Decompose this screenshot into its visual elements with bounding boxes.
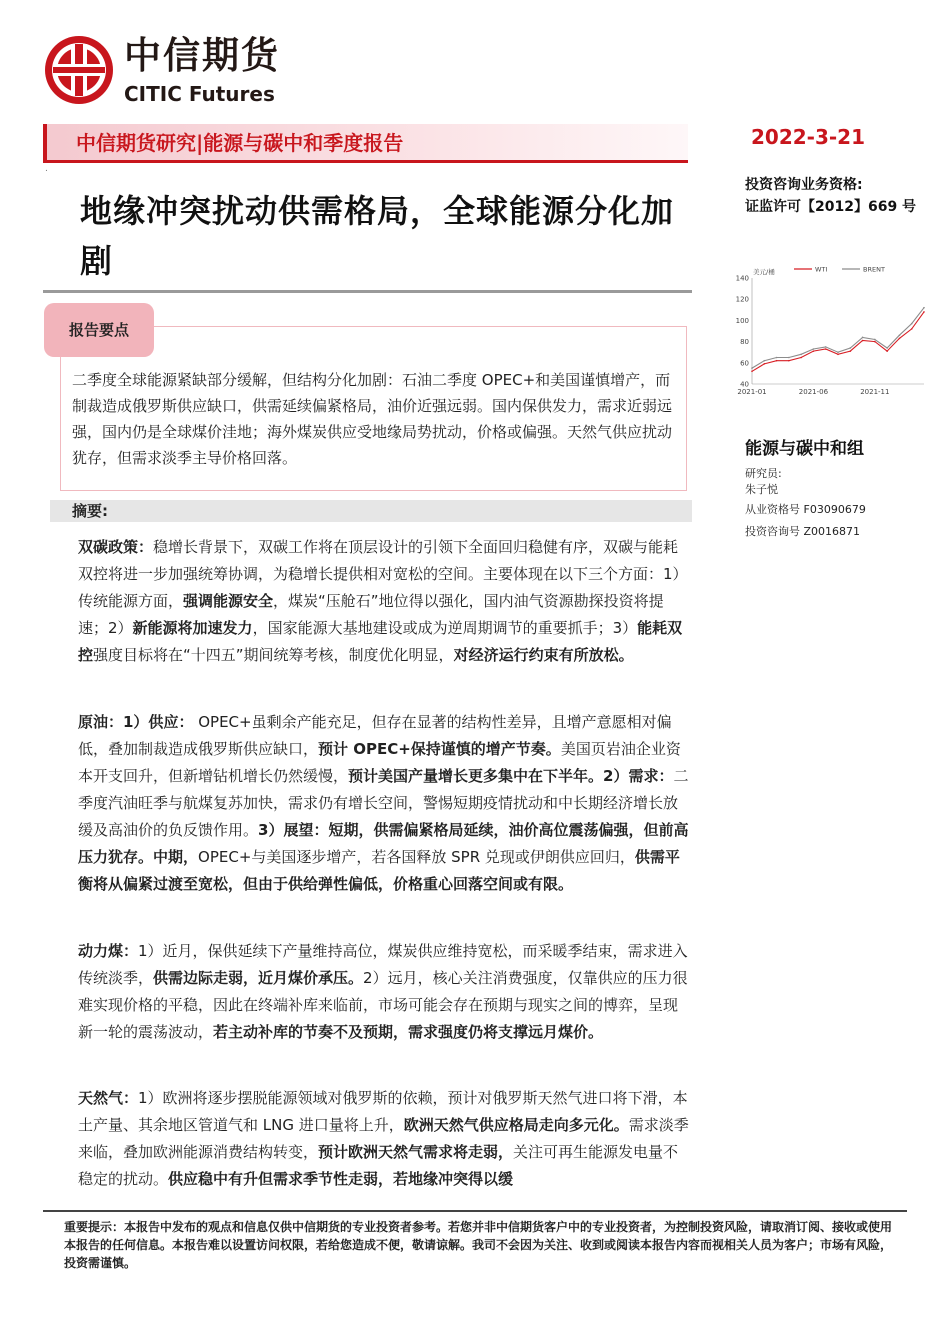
chart-y-tick-label: 120 <box>735 295 749 304</box>
chart-point-wti <box>886 350 888 352</box>
series-banner-underline <box>43 160 688 163</box>
chart-y-tick-label: 40 <box>740 380 749 389</box>
summary-text-segment: 对经济运行约束有所放松。 <box>453 646 634 664</box>
researcher-label: 研究员: <box>745 467 782 480</box>
summary-text-segment: 若主动补库的节奏不及预期，需求强度仍将支撑远月煤价。 <box>213 1023 604 1041</box>
chart-point-brent <box>825 346 827 348</box>
summary-text-segment: ，煤炭“压舱石”地位得以强化，国内油气资源勘探投资将提速；2） <box>78 592 664 637</box>
summary-paragraph-carbon <box>78 534 690 669</box>
summary-label: 摘要: <box>72 502 108 520</box>
chart-point-brent <box>874 339 876 341</box>
summary-text-segment: 3）展望：短期，供需偏紧格局延续，油价高位震荡偏强，但前高压力犹存。中期， <box>78 821 689 866</box>
qualification-value: 证监许可【2012】669 号 <box>745 199 917 215</box>
summary-text-segment: 预计 OPEC+保持谨慎的增产节奏。 <box>318 740 561 758</box>
citic-logo-icon <box>43 34 115 106</box>
summary-text-segment: 预计欧洲天然气需求将走弱， <box>318 1143 514 1161</box>
brand-name-cn: 中信期货 <box>124 34 280 77</box>
chart-point-brent <box>862 337 864 339</box>
summary-text-segment: 1）欧洲将逐步摆脱能源领域对俄罗斯的依赖，预计对俄罗斯天然气进口将下滑，本土产量、其余地区管道气和 LNG 进口量将上升， <box>78 1089 688 1134</box>
summary-paragraph-coal <box>78 938 690 1046</box>
summary-text-segment: 原油：1）供应： <box>78 713 194 731</box>
chart-point-brent <box>837 351 839 353</box>
chart-point-wti <box>800 357 802 359</box>
chart-point-wti <box>763 363 765 365</box>
key-points-body: 二季度全球能源紧缺部分缓解，但结构分化加剧：石油二季度 OPEC+和美国谨慎增产，而制裁造成俄罗斯供应缺口，供需延续偏紧格局，油价近强远弱。国内保供发力，需求近弱远强，国内仍是全球煤价洼地；海外煤炭供应受地缘局势扰动，价格或偏强。天然气供应扰动犹存，但需求淡季主导价格回落。 <box>72 371 673 467</box>
summary-text-segment: 1）近月，保供延续下产量维持高位，煤炭供应维持宽松，而采暖季结束，需求进入传统淡季， <box>78 942 688 987</box>
chart-y-tick-label: 80 <box>740 338 749 347</box>
chart-point-wti <box>813 350 815 352</box>
summary-text-segment: 强调能源安全 <box>183 592 274 610</box>
summary-text-segment: 能耗双控 <box>78 619 683 664</box>
chart-point-brent <box>763 360 765 362</box>
headline-divider <box>43 290 692 293</box>
summary-text-segment: 动力煤： <box>78 942 139 960</box>
chart-y-tick-label: 100 <box>735 316 749 325</box>
summary-text-segment: OPEC+与美国逐步增产，若各国释放 SPR 兑现或伊朗供应回归， <box>198 848 635 866</box>
oil-price-chart <box>728 262 928 404</box>
summary-text-segment: 强度目标将在“十四五”期间统筹考核，制度优化明显， <box>93 646 454 664</box>
summary-text-segment: 预计美国产量增长更多集中在下半年。2）需求： <box>348 767 674 785</box>
chart-point-brent <box>923 307 925 309</box>
chart-legend-label: BRENT <box>863 265 885 274</box>
chart-point-brent <box>911 323 913 325</box>
footer-divider <box>43 1210 907 1212</box>
chart-point-brent <box>751 367 753 369</box>
team-name: 能源与碳中和组 <box>745 439 864 459</box>
brand-name-en: CITIC Futures <box>124 82 275 106</box>
qualification-label: 投资咨询业务资格: <box>745 177 863 193</box>
summary-text-segment: 稳增长背景下，双碳工作将在顶层设计的引领下全面回归稳健有序，双碳与能耗双控将进一步加强统筹协调，为稳增长提供相对宽松的空间。主要体现在以下三个方面：1）传统能源方面， <box>78 538 688 610</box>
summary-text-segment: 欧洲天然气供应格局走向多元化。 <box>403 1116 629 1134</box>
chart-point-wti <box>776 360 778 362</box>
chart-legend-label: WTI <box>815 265 828 274</box>
summary-text-segment: 双碳政策： <box>78 538 154 556</box>
key-points-title: 报告要点 <box>68 321 129 339</box>
summary-text-segment: OPEC+虽剩余产能充足，但存在显著的结构性差异，且增产意愿相对偏低，叠加制裁造成俄罗斯供应缺口， <box>78 713 672 758</box>
chart-point-wti <box>862 340 864 342</box>
chart-point-wti <box>849 350 851 352</box>
chart-point-brent <box>788 357 790 359</box>
chart-point-wti <box>837 354 839 356</box>
summary-paragraph-crude <box>78 709 690 898</box>
chart-point-brent <box>813 348 815 350</box>
summary-header-bar <box>50 500 692 522</box>
summary-text-segment: 供应稳中有升但需求季节性走弱，若地缘冲突得以缓 <box>168 1170 514 1188</box>
summary-text-segment: 供需边际走弱，近月煤价承压。 <box>153 969 364 987</box>
chart-point-wti <box>923 311 925 313</box>
summary-text-segment: 美国页岩油企业资本开支回升，但新增钻机增长仍然缓慢， <box>78 740 681 785</box>
chart-x-tick-label: 2021-06 <box>798 388 829 396</box>
chart-point-brent <box>849 347 851 349</box>
summary-text-segment: 新能源将加速发力 <box>132 619 253 637</box>
summary-paragraph-gas <box>78 1085 690 1193</box>
chart-point-wti <box>788 360 790 362</box>
disclaimer: 重要提示：本报告中发布的观点和信息仅供中信期货的专业投资者参考。若您并非中信期货客户中的专业投资者，为控制投资风险，请取消订阅、接收或使用本报告的任何信息。本报告难以设置访问权限，若给您造成不便，敬请谅解。我司不会因为关注、收到或阅读本报告内容而视相关人员为客户；市场有风险，投资需谨慎。 <box>64 1220 893 1270</box>
summary-text-segment: 2）远月，核心关注消费强度，仅靠供应的压力很难实现价格的平稳，因此在终端补库来临前，市场可能会存在预期与现实之间的博弈，呈现新一轮的震荡波动， <box>78 969 688 1041</box>
series-banner-accent <box>43 124 47 162</box>
summary-text-segment: 供需平衡将从偏紧过渡至宽松，但由于供给弹性偏低，价格重心回落空间或有限。 <box>78 848 680 893</box>
chart-x-tick-label: 2021-01 <box>737 388 767 396</box>
summary-text-segment: 需求淡季来临，叠加欧洲能源消费结构转变， <box>78 1116 689 1161</box>
chart-y-tick-label: 60 <box>740 359 749 368</box>
chart-y-tick-label: 140 <box>735 274 749 283</box>
chart-point-brent <box>899 334 901 336</box>
chart-point-brent <box>776 357 778 359</box>
summary-text-segment: 二季度汽油旺季与航煤复苏加快，需求仍有增长空间，警惕短期疫情扰动和中长期经济增长放缓及高油价的负反馈作用。 <box>78 767 689 839</box>
chart-point-wti <box>874 341 876 343</box>
chart-point-brent <box>800 354 802 356</box>
series-title: 中信期货研究|能源与碳中和季度报告 <box>76 131 404 155</box>
chart-point-wti <box>911 328 913 330</box>
chart-point-brent <box>886 347 888 349</box>
license-practice: 从业资格号 F03090679 <box>745 503 866 516</box>
page-tick: . <box>45 164 48 174</box>
researcher-name: 朱子悦 <box>745 483 778 496</box>
summary-text-segment: ，国家能源大基地建设或成为逆周期调节的重要抓手；3） <box>252 619 638 637</box>
summary-text-segment: 天然气： <box>78 1089 139 1107</box>
chart-series-wti <box>752 312 924 371</box>
chart-point-wti <box>899 338 901 340</box>
page-title: 地缘冲突扰动供需格局，全球能源分化加剧 <box>80 192 675 280</box>
chart-x-tick-label: 2021-11 <box>860 388 890 396</box>
report-date: 2022-3-21 <box>751 125 866 149</box>
summary-text-segment: 关注可再生能源发电量不稳定的扰动。 <box>78 1143 679 1188</box>
chart-series-brent <box>752 308 924 368</box>
license-advisory: 投资咨询号 Z0016871 <box>745 525 861 538</box>
chart-y-axis-label: 美元/桶 <box>753 268 775 276</box>
chart-point-wti <box>825 348 827 350</box>
chart-point-wti <box>751 370 753 372</box>
